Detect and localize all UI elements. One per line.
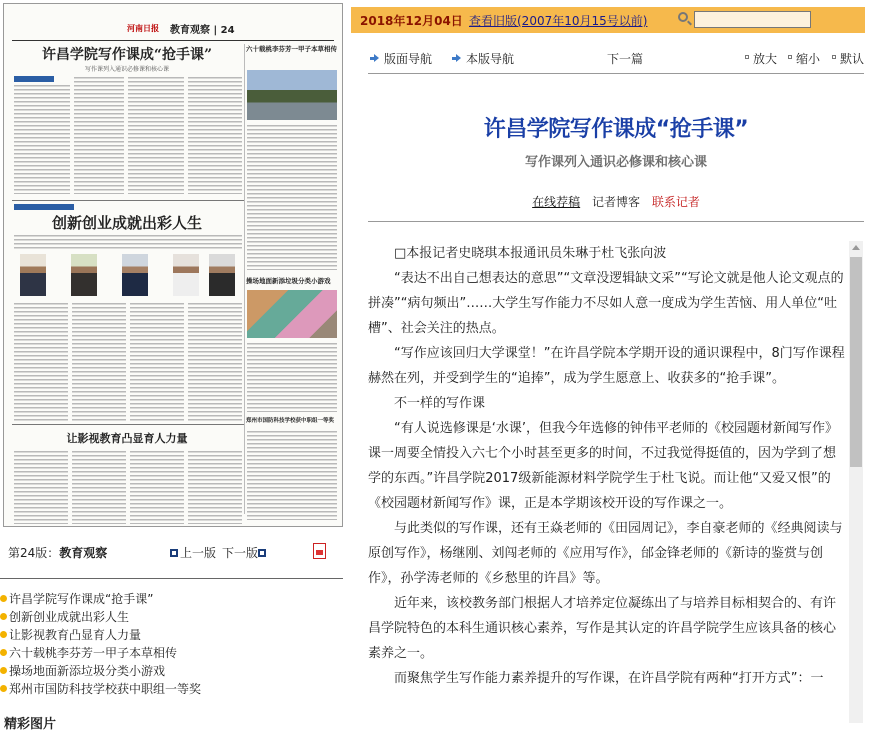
np-text-block <box>188 450 242 524</box>
article-nav-bar <box>368 48 868 66</box>
article-byline: □本报记者史晓琪本报通讯员朱琳于杜飞张向波 <box>394 246 667 261</box>
edition-number: 第24版： <box>8 546 60 560</box>
arrow-right-icon <box>452 54 461 63</box>
zoom-in-button[interactable] <box>745 50 777 67</box>
np-text-block <box>72 302 126 422</box>
np-divider <box>12 200 244 201</box>
np-portrait-photo <box>209 254 235 296</box>
article-section-heading: 不一样的写作课 <box>394 396 486 411</box>
np-tag <box>14 76 54 82</box>
np-playground-photo <box>247 290 337 338</box>
bullet-icon <box>0 631 7 638</box>
article-paragraph: “有人说选修课是‘水课’，但我今年选修的钟伟平老师的《校园题材新闻写作》课一周要全情投入六七个小时甚至更多的时间，不过我觉得挺值的，因为学到了想学的东西。”许昌学院2017级新能源材料学院学生于杜飞说。而让他“又爱又恨”的《校园题材新闻写作》课，正是本学期该校开设的写作课之一。 <box>368 421 838 511</box>
prev-edition-label: 上一版 <box>180 546 217 560</box>
np-side-headline-3[interactable]: 郑州市国防科技学校获中职组一等奖 <box>246 418 335 424</box>
article-link[interactable]: 让影视教育凸显育人力量 <box>9 628 142 642</box>
list-item[interactable] <box>0 608 345 626</box>
np-text-block <box>247 124 337 270</box>
article-paragraph: “写作应该回归大学课堂！”在许昌学院本学期开设的通识课程中，8门写作课程赫然在列，并受到学生的“追捧”，成为学生愿意上、收获多的“抢手课”。 <box>368 346 845 386</box>
np-headline-2[interactable]: 创新创业成就出彩人生 <box>51 214 202 232</box>
edition-nav-label: 本版导航 <box>466 52 515 66</box>
np-text-block <box>14 84 70 194</box>
article-link[interactable]: 创新创业成就出彩人生 <box>9 610 130 624</box>
article-link[interactable]: 许昌学院写作课成“抢手课” <box>9 592 154 606</box>
np-headline-3[interactable]: 让影视教育凸显育人力量 <box>66 432 188 445</box>
np-portrait-photo <box>173 254 199 296</box>
bullet-icon <box>0 685 7 692</box>
next-edition-link[interactable] <box>222 544 268 561</box>
page-nav-label: 版面导航 <box>384 52 433 66</box>
zoom-out-icon <box>788 55 792 59</box>
article-meta <box>368 193 864 210</box>
scrollbar-thumb[interactable] <box>850 257 862 467</box>
article-scrollbar[interactable] <box>849 241 863 723</box>
newspaper-header <box>12 9 334 41</box>
article-link[interactable]: 郑州市国防科技学校获中职组一等奖 <box>9 682 202 696</box>
np-side-headline-1[interactable]: 六十载桃李芬芳一甲子本草相传 <box>246 45 337 53</box>
article-paragraph: 而聚焦学生写作能力素养提升的写作课，在许昌学院有两种“打开方式”：一 <box>394 671 824 686</box>
np-text-block <box>14 302 68 422</box>
issue-date: 2018年12月04日 <box>360 14 463 28</box>
bullet-icon <box>0 649 7 656</box>
article-title: 许昌学院写作课成“抢手课” <box>483 117 749 142</box>
np-divider <box>12 424 244 425</box>
np-text-block <box>247 342 337 412</box>
article-paragraph: 近年来，该校教务部门根据人才培养定位凝练出了与培养目标相契合的、有许昌学院特色的本科生通识核心素养，写作是其认定的许昌学院学生应该具备的核心素养之一。 <box>368 596 837 661</box>
zoom-out-button[interactable] <box>788 50 820 67</box>
zoom-in-icon <box>745 55 749 59</box>
zoom-in-label: 放大 <box>753 52 778 66</box>
list-item[interactable] <box>0 626 345 644</box>
list-item[interactable] <box>0 662 345 680</box>
np-side-headline-2[interactable]: 操场地面新添垃圾分类小游戏 <box>246 277 331 285</box>
np-text-block <box>14 234 242 250</box>
article-list <box>0 590 345 698</box>
zoom-out-label: 缩小 <box>796 52 821 66</box>
article-paragraph: “表达不出自己想表达的意思”“文章没逻辑缺文采”“写论文就是他人论文观点的拼凑”“病句频出”……大学生写作能力不尽如人意一度成为学生苦恼、用人单位“吐槽”、社会关注的热点。 <box>368 271 844 336</box>
np-portrait-photo <box>71 254 97 296</box>
prev-edition-link[interactable] <box>170 544 216 561</box>
arrow-right-icon <box>370 54 379 63</box>
np-text-block <box>188 76 242 194</box>
edition-name: 教育观察 <box>59 546 108 560</box>
list-item[interactable] <box>0 644 345 662</box>
np-portrait-photo <box>122 254 148 296</box>
article-paragraph: 与此类似的写作课，还有王焱老师的《田园周记》，李自豪老师的《经典阅读与原创写作》，杨继刚、刘闯老师的《应用写作》，邰金锋老师的《新诗的鉴赏与创作》，孙学涛老师的《乡愁里的许昌》等。 <box>368 521 843 586</box>
meta-divider <box>368 221 864 222</box>
zoom-default-icon <box>832 55 836 59</box>
np-subhead-1: 写作课列入通识必修课和核心课 <box>84 66 169 73</box>
zoom-default-label: 默认 <box>840 52 865 66</box>
bullet-icon <box>0 595 7 602</box>
reporter-blog-link[interactable]: 记者博客 <box>591 195 640 209</box>
np-text-block <box>72 450 126 524</box>
newspaper-masthead: 河南日报 <box>127 24 159 33</box>
article-link[interactable]: 六十载桃李芬芳一甲子本草相传 <box>9 646 178 660</box>
np-text-block <box>188 302 242 422</box>
newspaper-page-thumbnail[interactable] <box>3 3 343 527</box>
contact-reporter-link[interactable]: 联系记者 <box>651 195 700 209</box>
np-column-rule <box>244 44 245 514</box>
top-bar <box>351 7 865 33</box>
np-text-block <box>130 450 184 524</box>
scroll-up-arrow-icon[interactable] <box>852 245 860 250</box>
prev-square-icon <box>170 549 178 557</box>
np-headline-1[interactable]: 许昌学院写作课成“抢手课” <box>41 47 213 63</box>
edition-nav-link[interactable] <box>452 50 514 67</box>
left-divider <box>0 578 343 579</box>
old-version-link[interactable]: 查看旧版(2007年10月15号以前) <box>469 14 648 28</box>
next-square-icon <box>258 549 266 557</box>
article-subtitle: 写作课列入通识必修课和核心课 <box>524 155 707 170</box>
search-input[interactable] <box>694 11 811 28</box>
np-text-block <box>128 76 184 194</box>
featured-photos-heading: 精彩图片 <box>4 717 57 732</box>
np-text-block <box>130 302 184 422</box>
edition-bar <box>8 544 338 560</box>
np-portrait-photo <box>20 254 46 296</box>
bullet-icon <box>0 613 7 620</box>
next-article-link[interactable]: 下一篇 <box>607 52 644 66</box>
np-graduation-photo <box>247 70 337 120</box>
search-icon[interactable] <box>678 12 688 22</box>
np-text-block <box>14 450 68 524</box>
online-recommend-link[interactable]: 在线荐稿 <box>532 195 581 209</box>
np-text-block <box>74 76 124 194</box>
zoom-default-button[interactable] <box>832 50 864 67</box>
article-link[interactable]: 操场地面新添垃圾分类小游戏 <box>9 664 166 678</box>
next-edition-label: 下一版 <box>222 546 259 560</box>
page-nav-link[interactable] <box>370 50 432 67</box>
left-panel <box>0 0 350 732</box>
np-tag <box>14 204 74 210</box>
article-body <box>368 241 846 723</box>
np-text-block <box>247 430 337 520</box>
nav-divider <box>368 73 864 74</box>
pdf-icon[interactable] <box>313 543 326 559</box>
list-item[interactable] <box>0 590 345 608</box>
newspaper-section-header: 教育观察 | 24 <box>170 25 235 36</box>
edition-label <box>8 544 107 561</box>
bullet-icon <box>0 667 7 674</box>
list-item[interactable] <box>0 680 345 698</box>
